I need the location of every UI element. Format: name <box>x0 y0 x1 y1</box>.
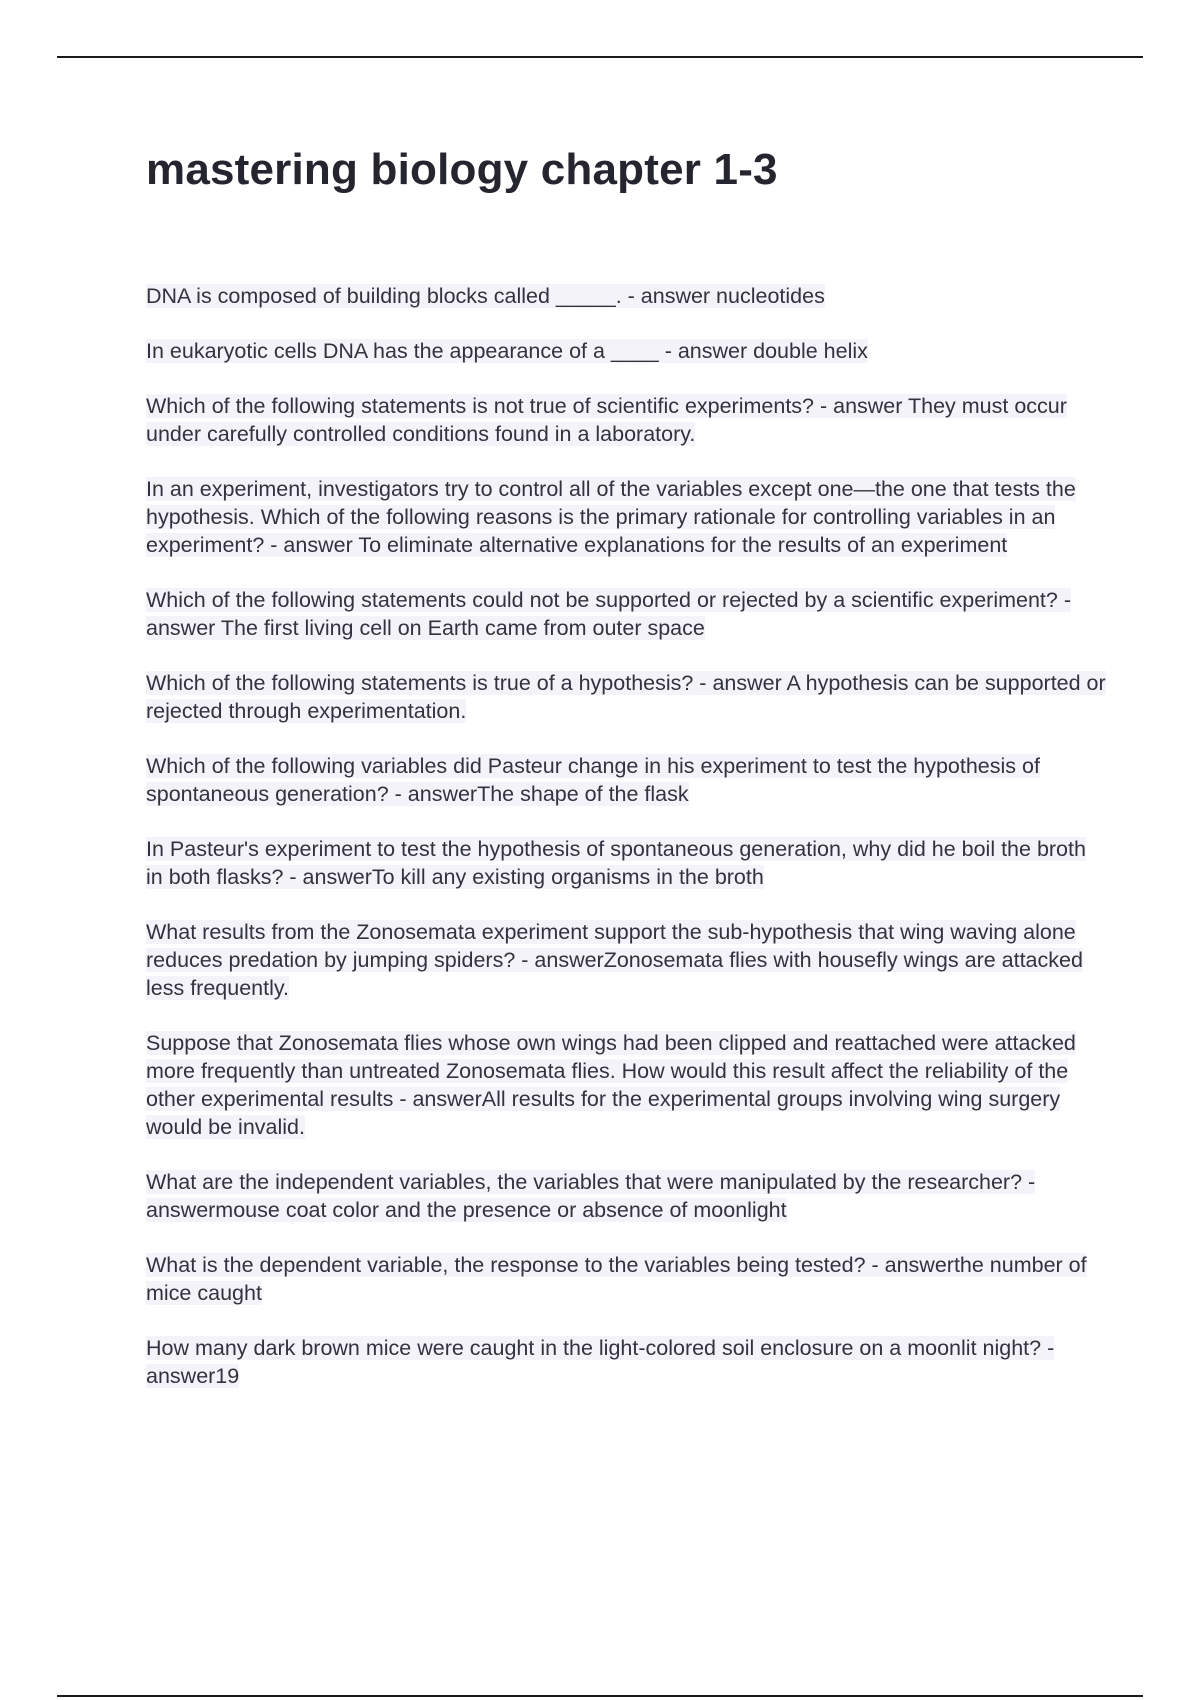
qa-item <box>146 918 1106 1002</box>
qa-text: Which of the following statements is not true of scientific experiments? - answer They must occur under carefully controlled conditions found in a laboratory. <box>146 394 1067 446</box>
qa-item <box>146 1029 1106 1141</box>
qa-text: In an experiment, investigators try to control all of the variables except one—the one that tests the hypothesis. Which of the following reasons is the primary rationale for controlling variables in an experiment? - answer To eliminate alternative explanations for the results of an experiment <box>146 477 1076 557</box>
qa-text: Suppose that Zonosemata flies whose own wings had been clipped and reattached were attacked more frequently than untreated Zonosemata flies. How would this result affect the reliability of the other experimental results - answerAll results for the experimental groups involving wing surgery would be invalid. <box>146 1031 1076 1139</box>
qa-text: In eukaryotic cells DNA has the appearance of a ____ - answer double helix <box>146 339 868 363</box>
qa-item <box>146 282 1106 310</box>
qa-item <box>146 586 1106 642</box>
qa-item <box>146 475 1106 559</box>
qa-item <box>146 752 1106 808</box>
qa-list <box>146 282 1106 1390</box>
qa-text: DNA is composed of building blocks called _____. - answer nucleotides <box>146 284 825 308</box>
document-page <box>146 140 1106 1417</box>
qa-text: Which of the following variables did Pasteur change in his experiment to test the hypothesis of spontaneous generation? - answerThe shape of the flask <box>146 754 1040 806</box>
bottom-rule <box>57 1695 1143 1697</box>
qa-text: What is the dependent variable, the response to the variables being tested? - answerthe number of mice caught <box>146 1253 1087 1305</box>
qa-item <box>146 669 1106 725</box>
qa-text: What are the independent variables, the variables that were manipulated by the researcher? - answermouse coat color and the presence or absence of moonlight <box>146 1170 1036 1222</box>
document-title: mastering biology chapter 1-3 <box>146 145 778 194</box>
top-rule <box>57 56 1143 58</box>
qa-item <box>146 337 1106 365</box>
qa-text: In Pasteur's experiment to test the hypothesis of spontaneous generation, why did he boil the broth in both flasks? - answerTo kill any existing organisms in the broth <box>146 837 1086 889</box>
qa-item <box>146 1168 1106 1224</box>
qa-text: Which of the following statements is true of a hypothesis? - answer A hypothesis can be supported or rejected through experimentation. <box>146 671 1106 723</box>
qa-text: What results from the Zonosemata experiment support the sub-hypothesis that wing waving alone reduces predation by jumping spiders? - answerZonosemata flies with housefly wings are attacked less frequently. <box>146 920 1083 1000</box>
qa-item <box>146 835 1106 891</box>
qa-text: Which of the following statements could not be supported or rejected by a scientific experiment? - answer The first living cell on Earth came from outer space <box>146 588 1071 640</box>
qa-item <box>146 1334 1106 1390</box>
qa-item <box>146 392 1106 448</box>
qa-item <box>146 1251 1106 1307</box>
qa-text: How many dark brown mice were caught in the light-colored soil enclosure on a moonlit night? - answer19 <box>146 1336 1055 1388</box>
